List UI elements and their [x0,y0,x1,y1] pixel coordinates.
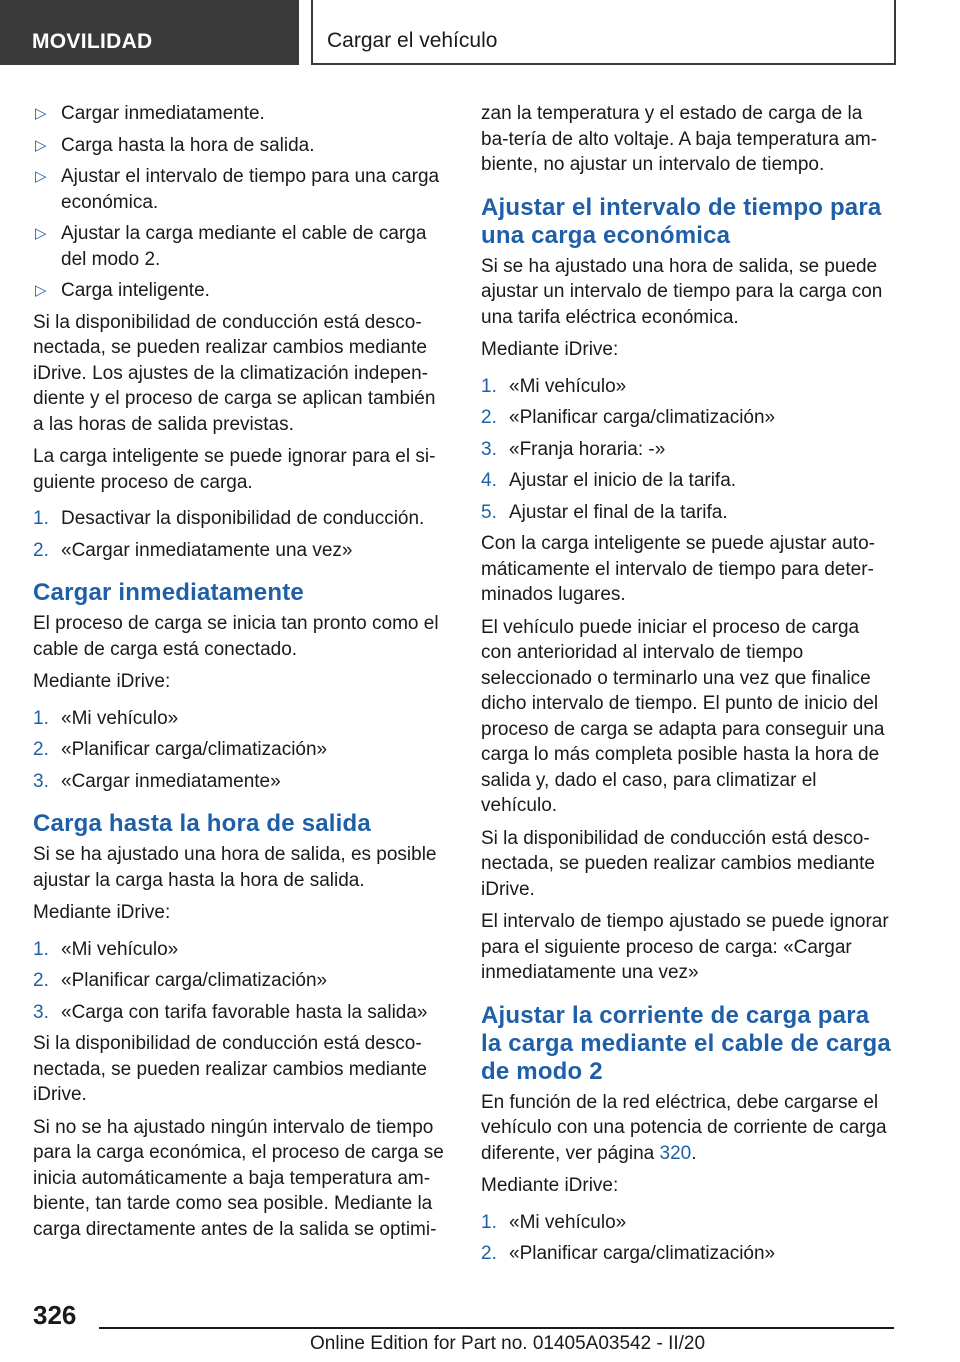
charging-options-list [33,101,447,304]
list-item: 1. «Mi vehículo» [33,938,179,960]
left-column [33,101,447,1249]
paragraph: Mediante iDrive: [33,671,171,692]
list-item: 2. «Planificar carga/climatización» [481,407,776,428]
triangle-bullet-icon: ▷ [35,225,47,242]
paragraph: Con la carga inteligente se puede ajustar auto-máticamente el intervalo de tiempo para deter-minados lugares. [481,533,875,605]
list-item: 1. «Mi vehículo» [481,375,627,397]
list-item: 1. «Mi vehículo» [481,1211,627,1233]
list-item: 3. «Cargar inmediatamente» [33,770,281,792]
heading-corriente-modo-2: Ajustar la corriente de carga para la carga mediante el cable de carga de modo 2 [481,1001,891,1085]
heading-carga-hasta-salida: Carga hasta la hora de salida [33,810,371,837]
footer-divider [99,1327,894,1329]
triangle-bullet-icon: ▷ [35,282,47,299]
list-item: ▷ Ajustar el intervalo de tiempo para una carga económica. [35,166,440,213]
list-item: 3. «Franja horaria: -» [481,438,666,460]
list-item: ▷ Carga inteligente. [33,278,447,304]
paragraph: Si la disponibilidad de conducción está desco-nectada, se pueden realizar cambios mediante iDrive. [481,827,875,900]
paragraph: Si se ha ajustado una hora de salida, se puede ajustar un intervalo de tiempo para la carga con una tarifa eléctrica económica. [481,255,883,328]
paragraph: Si la disponibilidad de conducción está desco-nectada, se pueden realizar cambios mediante iDrive. [33,1033,427,1105]
paragraph: Mediante iDrive: [33,902,171,923]
list-item: 2. «Planificar carga/climatización» [33,739,328,760]
paragraph: Si se ha ajustado una hora de salida, es posible ajustar la carga hasta la hora de salida. [33,844,437,891]
triangle-bullet-icon: ▷ [35,136,47,154]
list-item: 2. «Planificar carga/climatización» [481,1243,776,1264]
paragraph: El vehículo puede iniciar el proceso de carga con anterioridad al intervalo de tiempo seleccionado o terminarlo una vez que finalice dicho intervalo de tiempo. El punto de inicio del proceso de carga se adapta para conseguir una carga lo más completa posible hasta la hora de salida y, dado el caso, para climatizar el vehículo. [481,616,885,816]
steps-list [33,506,447,563]
steps-list [481,1210,895,1267]
list-item: ▷ Ajustar la carga mediante el cable de carga del modo 2. [35,223,427,270]
heading-cargar-inmediatamente: Cargar inmediatamente [33,579,304,606]
chapter-header [311,0,896,65]
page-link-320[interactable]: 320 [659,1142,692,1164]
steps-list [33,706,447,795]
right-column [481,101,895,1273]
section-tab [0,0,299,65]
section-title: MOVILIDAD [32,30,153,53]
list-item: ▷ Cargar inmediatamente. [33,101,447,127]
paragraph: El intervalo de tiempo ajustado se puede ignorar para el siguiente proceso de carga: «Cargar inmediatamente una vez» [481,911,889,983]
paragraph: Mediante iDrive: [481,1175,619,1196]
paragraph: Mediante iDrive: [481,339,619,360]
list-item: 2. «Planificar carga/climatización» [33,970,328,991]
list-item: 5. Ajustar el final de la tarifa. [481,501,728,523]
list-item: 2. «Cargar inmediatamente una vez» [33,539,353,561]
heading-intervalo-economico: Ajustar el intervalo de tiempo para una carga económica [481,193,882,249]
list-item: 4. Ajustar el inicio de la tarifa. [481,470,737,491]
chapter-title: Cargar el vehículo [327,29,498,52]
list-item: ▷ Carga hasta la hora de salida. [33,133,447,159]
triangle-bullet-icon: ▷ [35,105,47,122]
paragraph: La carga inteligente se puede ignorar para el si-guiente proceso de carga. [33,446,436,493]
triangle-bullet-icon: ▷ [35,168,47,185]
list-item: 1. «Mi vehículo» [33,707,179,729]
paragraph: En función de la red eléctrica, debe cargarse el vehículo con una potencia de corriente de carga diferente, ver página 320. [481,1091,887,1164]
paragraph: zan la temperatura y el estado de carga de la ba-tería de alto voltaje. A baja temperatura am-biente, no ajustar un intervalo de tiempo. [481,103,878,175]
steps-list [33,937,447,1026]
edition-note: Online Edition for Part no. 01405A03542 - II/20 [310,1333,706,1354]
page-number: 326 [33,1300,77,1330]
list-item: 3. «Carga con tarifa favorable hasta la salida» [33,1001,428,1023]
steps-list [481,374,895,526]
paragraph: El proceso de carga se inicia tan pronto como el cable de carga está conectado. [33,613,439,660]
paragraph: Si no se ha ajustado ningún intervalo de tiempo para la carga económica, el proceso de carga se inicia automáticamente a baja temperatura am-biente, tan tarde como sea posible. Mediante la carga directamente antes de la salida se optimi- [33,1116,444,1240]
list-item: 1. Desactivar la disponibilidad de conducción. [33,508,425,529]
paragraph: Si la disponibilidad de conducción está desco-nectada, se pueden realizar cambios mediante iDrive. Los ajustes de la climatización indepen-diente y el proceso de carga se aplican también a las horas de salida previstas. [33,311,436,435]
